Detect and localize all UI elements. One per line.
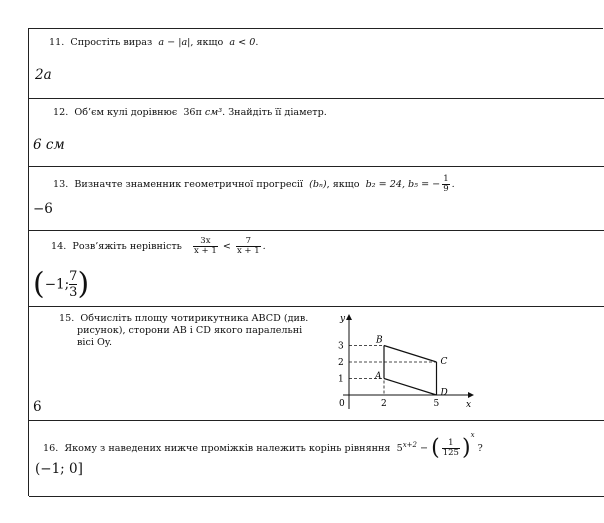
answer-paren-left: (	[33, 266, 45, 302]
question-line-2: рисунок), сторони AB і CD якого паралельні	[77, 325, 303, 336]
question-12-text	[53, 107, 327, 119]
fraction-one-ninth	[442, 175, 449, 194]
question-number: 14.	[51, 241, 67, 252]
fraction-denominator: 125	[442, 448, 459, 458]
fraction-denominator: 9	[443, 184, 449, 194]
question-line-3: вісі Oy.	[77, 337, 113, 348]
answer-13	[33, 201, 53, 217]
equation-base: 5	[396, 443, 403, 454]
paren-right: )	[461, 435, 471, 461]
question-number: 13.	[53, 179, 69, 190]
question-line-1: Обчисліть площу чотирикутника ABCD (див.	[80, 313, 309, 324]
expression: a − |a|	[158, 37, 191, 48]
question-mark: ?	[477, 443, 483, 454]
answer-text: (−1; 0]	[35, 461, 83, 477]
question-number: 16.	[43, 443, 59, 454]
equation-exponent: x+2	[402, 440, 417, 449]
question-prompt: Розв’яжіть нерівність	[72, 241, 182, 252]
x-tick-label: 5	[433, 399, 440, 409]
sequence-symbol: (bₙ)	[309, 179, 327, 190]
side-ad	[384, 379, 437, 396]
y-tick-label: 1	[338, 374, 344, 385]
volume-value: 36π	[183, 107, 202, 118]
answer-15	[33, 399, 42, 415]
question-14-text	[51, 237, 266, 256]
period: .	[451, 179, 455, 190]
point-label-d: D	[440, 388, 448, 398]
fraction-denominator: 3	[69, 285, 78, 300]
fraction-numerator: 7	[69, 269, 78, 284]
point-label-a: A	[375, 371, 382, 382]
equation-fraction	[442, 439, 460, 458]
paren-left: (	[431, 435, 440, 461]
fraction-denominator: x + 1	[236, 246, 260, 256]
question-16-block	[29, 421, 604, 497]
period: .	[255, 37, 259, 48]
condition: a < 0	[229, 37, 256, 48]
answer-text: 6	[33, 399, 42, 415]
question-prompt: Об’єм кулі дорівнює	[74, 107, 178, 118]
question-prompt: Спростіть вираз	[70, 37, 153, 48]
answer-16	[35, 461, 83, 477]
answer-text: −6	[33, 201, 53, 217]
question-13-block	[29, 167, 604, 231]
question-prompt-cont: . Знайдіть її діаметр.	[222, 107, 327, 118]
answer-14	[33, 266, 90, 302]
question-16-text	[43, 429, 483, 461]
x-tick-label: 2	[381, 399, 387, 409]
origin-label: 0	[339, 399, 345, 409]
fraction-numerator: 1	[442, 439, 460, 449]
y-axis-label: y	[340, 314, 346, 324]
question-number: 12.	[53, 107, 69, 118]
question-prompt-cont: , якщо	[326, 179, 360, 190]
y-tick-label: 3	[338, 341, 344, 352]
question-prompt: Якому з наведених нижче проміжків належить корінь рівняння	[64, 443, 391, 454]
question-number: 15.	[59, 313, 75, 324]
question-11-block	[29, 29, 604, 99]
fraction-numerator: 3x	[193, 237, 218, 247]
x-axis-label: x	[466, 400, 472, 410]
fraction-numerator: 1	[443, 174, 449, 184]
question-15-block	[29, 307, 604, 421]
question-13-text	[53, 175, 455, 194]
point-label-c: C	[440, 357, 448, 367]
equation-exponent-2: x	[470, 431, 475, 439]
point-label-b: B	[376, 335, 383, 346]
period: .	[262, 241, 266, 252]
inequality-rhs	[236, 237, 261, 256]
question-11-text	[49, 37, 258, 49]
question-12-block	[29, 99, 604, 167]
fraction-denominator: x + 1	[194, 246, 217, 256]
side-bc	[384, 346, 437, 363]
answer-paren-right: )	[77, 266, 90, 302]
y-tick-label: 2	[338, 358, 344, 368]
inequality-lhs	[193, 237, 218, 256]
answer-text: 6 см	[33, 137, 65, 153]
question-14-block	[29, 231, 604, 307]
question-15-text	[59, 313, 308, 349]
question-prompt: Визначте знаменник геометричної прогресії	[74, 179, 304, 190]
volume-unit: см³	[204, 107, 223, 118]
quadrilateral-figure	[329, 309, 479, 417]
question-number: 11.	[49, 37, 65, 48]
question-prompt-cont: , якщо	[190, 37, 224, 48]
answer-12	[33, 137, 65, 153]
equation-operator: −	[420, 443, 429, 454]
answer-11	[35, 67, 52, 83]
inequality-operator: <	[222, 241, 231, 252]
fraction-numerator: 7	[236, 237, 261, 247]
condition: b₂ = 24, b₅ = −	[365, 179, 441, 190]
test-answer-sheet	[28, 28, 603, 496]
answer-text: 2a	[35, 67, 52, 83]
answer-text: −1;	[44, 276, 70, 293]
